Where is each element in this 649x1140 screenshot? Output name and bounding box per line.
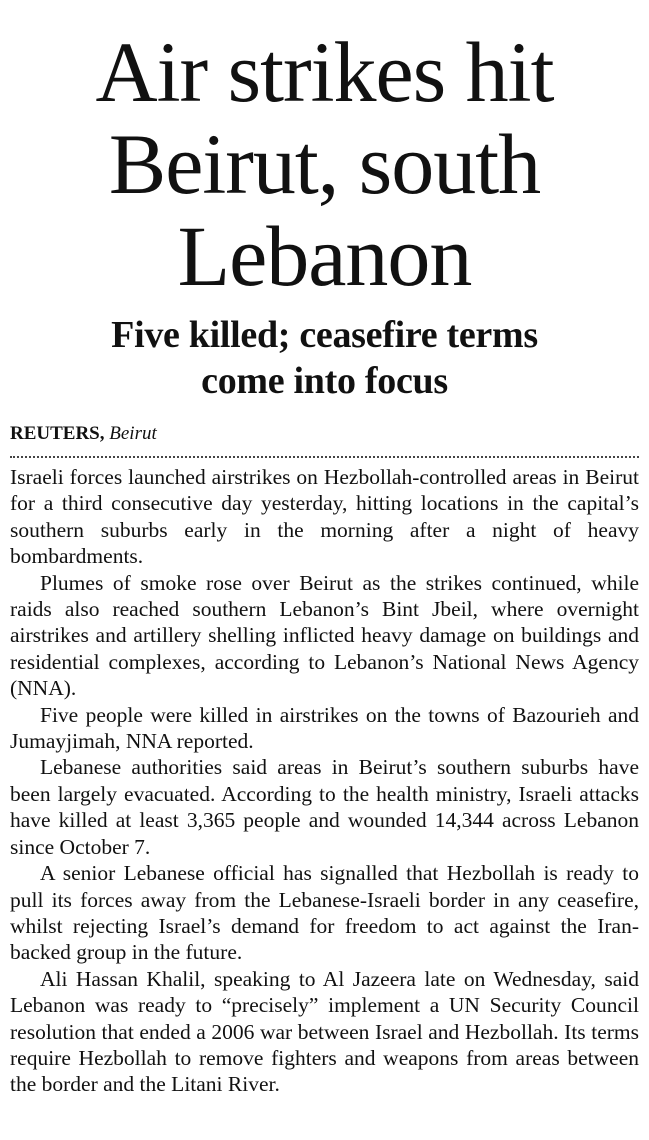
article-paragraph: Five people were killed in airstrikes on the towns of Bazourieh and Jumayjimah, NNA reported. bbox=[10, 702, 639, 754]
article-paragraph: Plumes of smoke rose over Beirut as the strikes continued, while raids also reached southern Lebanon’s Bint Jbeil, where overnight airstrikes and artillery shelling inflicted heavy damage on buildings and residential complexes, according to Lebanon’s National News Agency (NNA). bbox=[10, 570, 639, 701]
byline bbox=[10, 422, 639, 446]
article-paragraph: A senior Lebanese official has signalled that Hezbollah is ready to pull its forces away from the Lebanese-Israeli border in any ceasefire, whilst rejecting Israel’s demand for freedom to act against the Iran-backed group in the future. bbox=[10, 861, 639, 965]
subheadline bbox=[10, 312, 639, 404]
article-body bbox=[10, 464, 639, 1098]
headline-line-2: Beirut, south bbox=[108, 116, 541, 212]
article-paragraph: Lebanese authorities said areas in Beirut’s southern suburbs have been largely evacuated. According to the health ministry, Israeli attacks have killed at least 3,365 people and wounded 14,344 across Lebanon since October 7. bbox=[10, 755, 639, 859]
headline bbox=[10, 26, 639, 302]
dotted-divider bbox=[10, 456, 639, 458]
byline-agency: REUTERS, bbox=[10, 423, 105, 444]
article-paragraph: Israeli forces launched airstrikes on Hezbollah-controlled areas in Beirut for a third consecutive day yesterday, hitting locations in the capital’s southern suburbs early in the morning after a night of heavy bombardments. bbox=[10, 465, 639, 569]
subheadline-line-1: Five killed; ceasefire terms bbox=[111, 314, 538, 356]
headline-line-3: Lebanon bbox=[177, 208, 472, 304]
subheadline-line-2: come into focus bbox=[201, 360, 448, 402]
byline-place: Beirut bbox=[109, 423, 157, 444]
article-paragraph: Ali Hassan Khalil, speaking to Al Jazeera late on Wednesday, said Lebanon was ready to “precisely” implement a UN Security Council resolution that ended a 2006 war between Israel and Hezbollah. Its terms require Hezbollah to remove fighters and weapons from areas between the border and the Litani River. bbox=[10, 966, 639, 1097]
headline-line-1: Air strikes hit bbox=[95, 24, 554, 120]
